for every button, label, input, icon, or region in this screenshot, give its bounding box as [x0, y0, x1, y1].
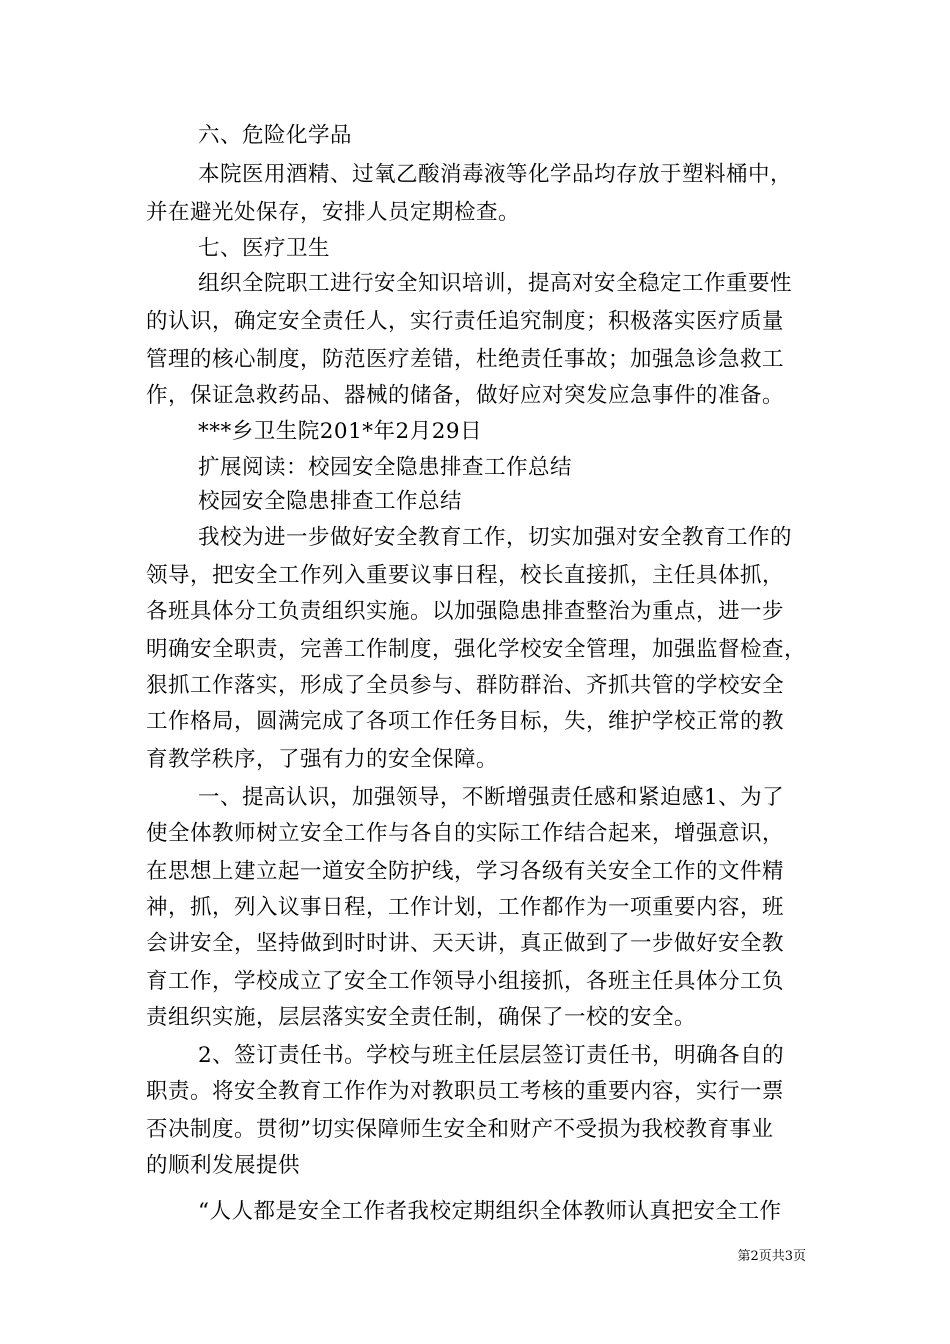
paragraph-line: 的认识，确定安全责任人，实行责任追究制度；积极落实医疗质量 [146, 309, 785, 334]
heading-medical-health: 七、医疗卫生 [198, 236, 331, 261]
paragraph-line: 工作格局，圆满完成了各项工作任务目标，失，维护学校正常的教 [146, 709, 785, 734]
paragraph-line: 我校为进一步做好安全教育工作，切实加强对安全教育工作的 [198, 525, 793, 550]
paragraph-line: 各班具体分工负责组织实施。以加强隐患排查整治为重点，进一步 [146, 599, 785, 624]
paragraph-line: 2、签订责任书。学校与班主任层层签订责任书，明确各自的 [198, 1043, 785, 1068]
paragraph-line: 神，抓，列入议事日程，工作计划，工作都作为一项重要内容，班 [146, 895, 785, 920]
heading-hazardous-chemicals: 六、危险化学品 [198, 123, 353, 148]
paragraph-line: 一、提高认识，加强领导，不断增强责任感和紧迫感1、为了 [198, 785, 785, 810]
paragraph-line: 明确安全职责，完善工作制度，强化学校安全管理，加强监督检查， [146, 637, 807, 662]
paragraph-line: 责组织实施，层层落实安全责任制，确保了一校的安全。 [146, 1005, 697, 1030]
extended-reading-line: 扩展阅读：校园安全隐患排查工作总结 [198, 455, 573, 480]
paragraph-line: 否决制度。贯彻”切实保障师生安全和财产不受损为我校教育事业 [146, 1117, 774, 1142]
paragraph-line: 并在避光处保存，安排人员定期检查。 [146, 200, 521, 225]
paragraph-line: 领导，把安全工作列入重要议事日程，校长直接抓，主任具体抓， [146, 563, 785, 588]
paragraph-line: 管理的核心制度，防范医疗差错，杜绝责任事故；加强急诊急救工 [146, 347, 785, 372]
paragraph-line: 狠抓工作落实，形成了全员参与、群防群治、齐抓共管的学校安全 [146, 673, 785, 698]
paragraph-line: 职责。将安全教育工作作为对教职员工考核的重要内容，实行一票 [146, 1079, 785, 1104]
paragraph-line: 作，保证急救药品、器械的储备，做好应对突发应急事件的准备。 [146, 383, 785, 408]
paragraph-line: 育工作，学校成立了安全工作领导小组接抓，各班主任具体分工负 [146, 969, 785, 994]
paragraph-line: 的顺利发展提供 [146, 1153, 301, 1178]
paragraph-line: 在思想上建立起一道安全防护线，学习各级有关安全工作的文件精 [146, 859, 785, 884]
paragraph-line: 使全体教师树立安全工作与各自的实际工作结合起来，增强意识， [146, 821, 785, 846]
paragraph-line: “人人都是安全工作者我校定期组织全体教师认真把安全工作 [198, 1199, 782, 1224]
page-number-footer: 第2页共3页 [737, 1249, 806, 1264]
paragraph-line: 会讲安全，坚持做到时时讲、天天讲，真正做到了一步做好安全教 [146, 931, 785, 956]
paragraph-line: 组织全院职工进行安全知识培训，提高对安全稳定工作重要性 [198, 271, 793, 296]
section-title: 校园安全隐患排查工作总结 [198, 489, 463, 514]
paragraph-line: 本院医用酒精、过氧乙酸消毒液等化学品均存放于塑料桶中， [198, 162, 793, 187]
paragraph-line: 育教学秩序，了强有力的安全保障。 [146, 747, 499, 772]
signature-date-line: ***乡卫生院201*年2月29日 [198, 419, 483, 444]
